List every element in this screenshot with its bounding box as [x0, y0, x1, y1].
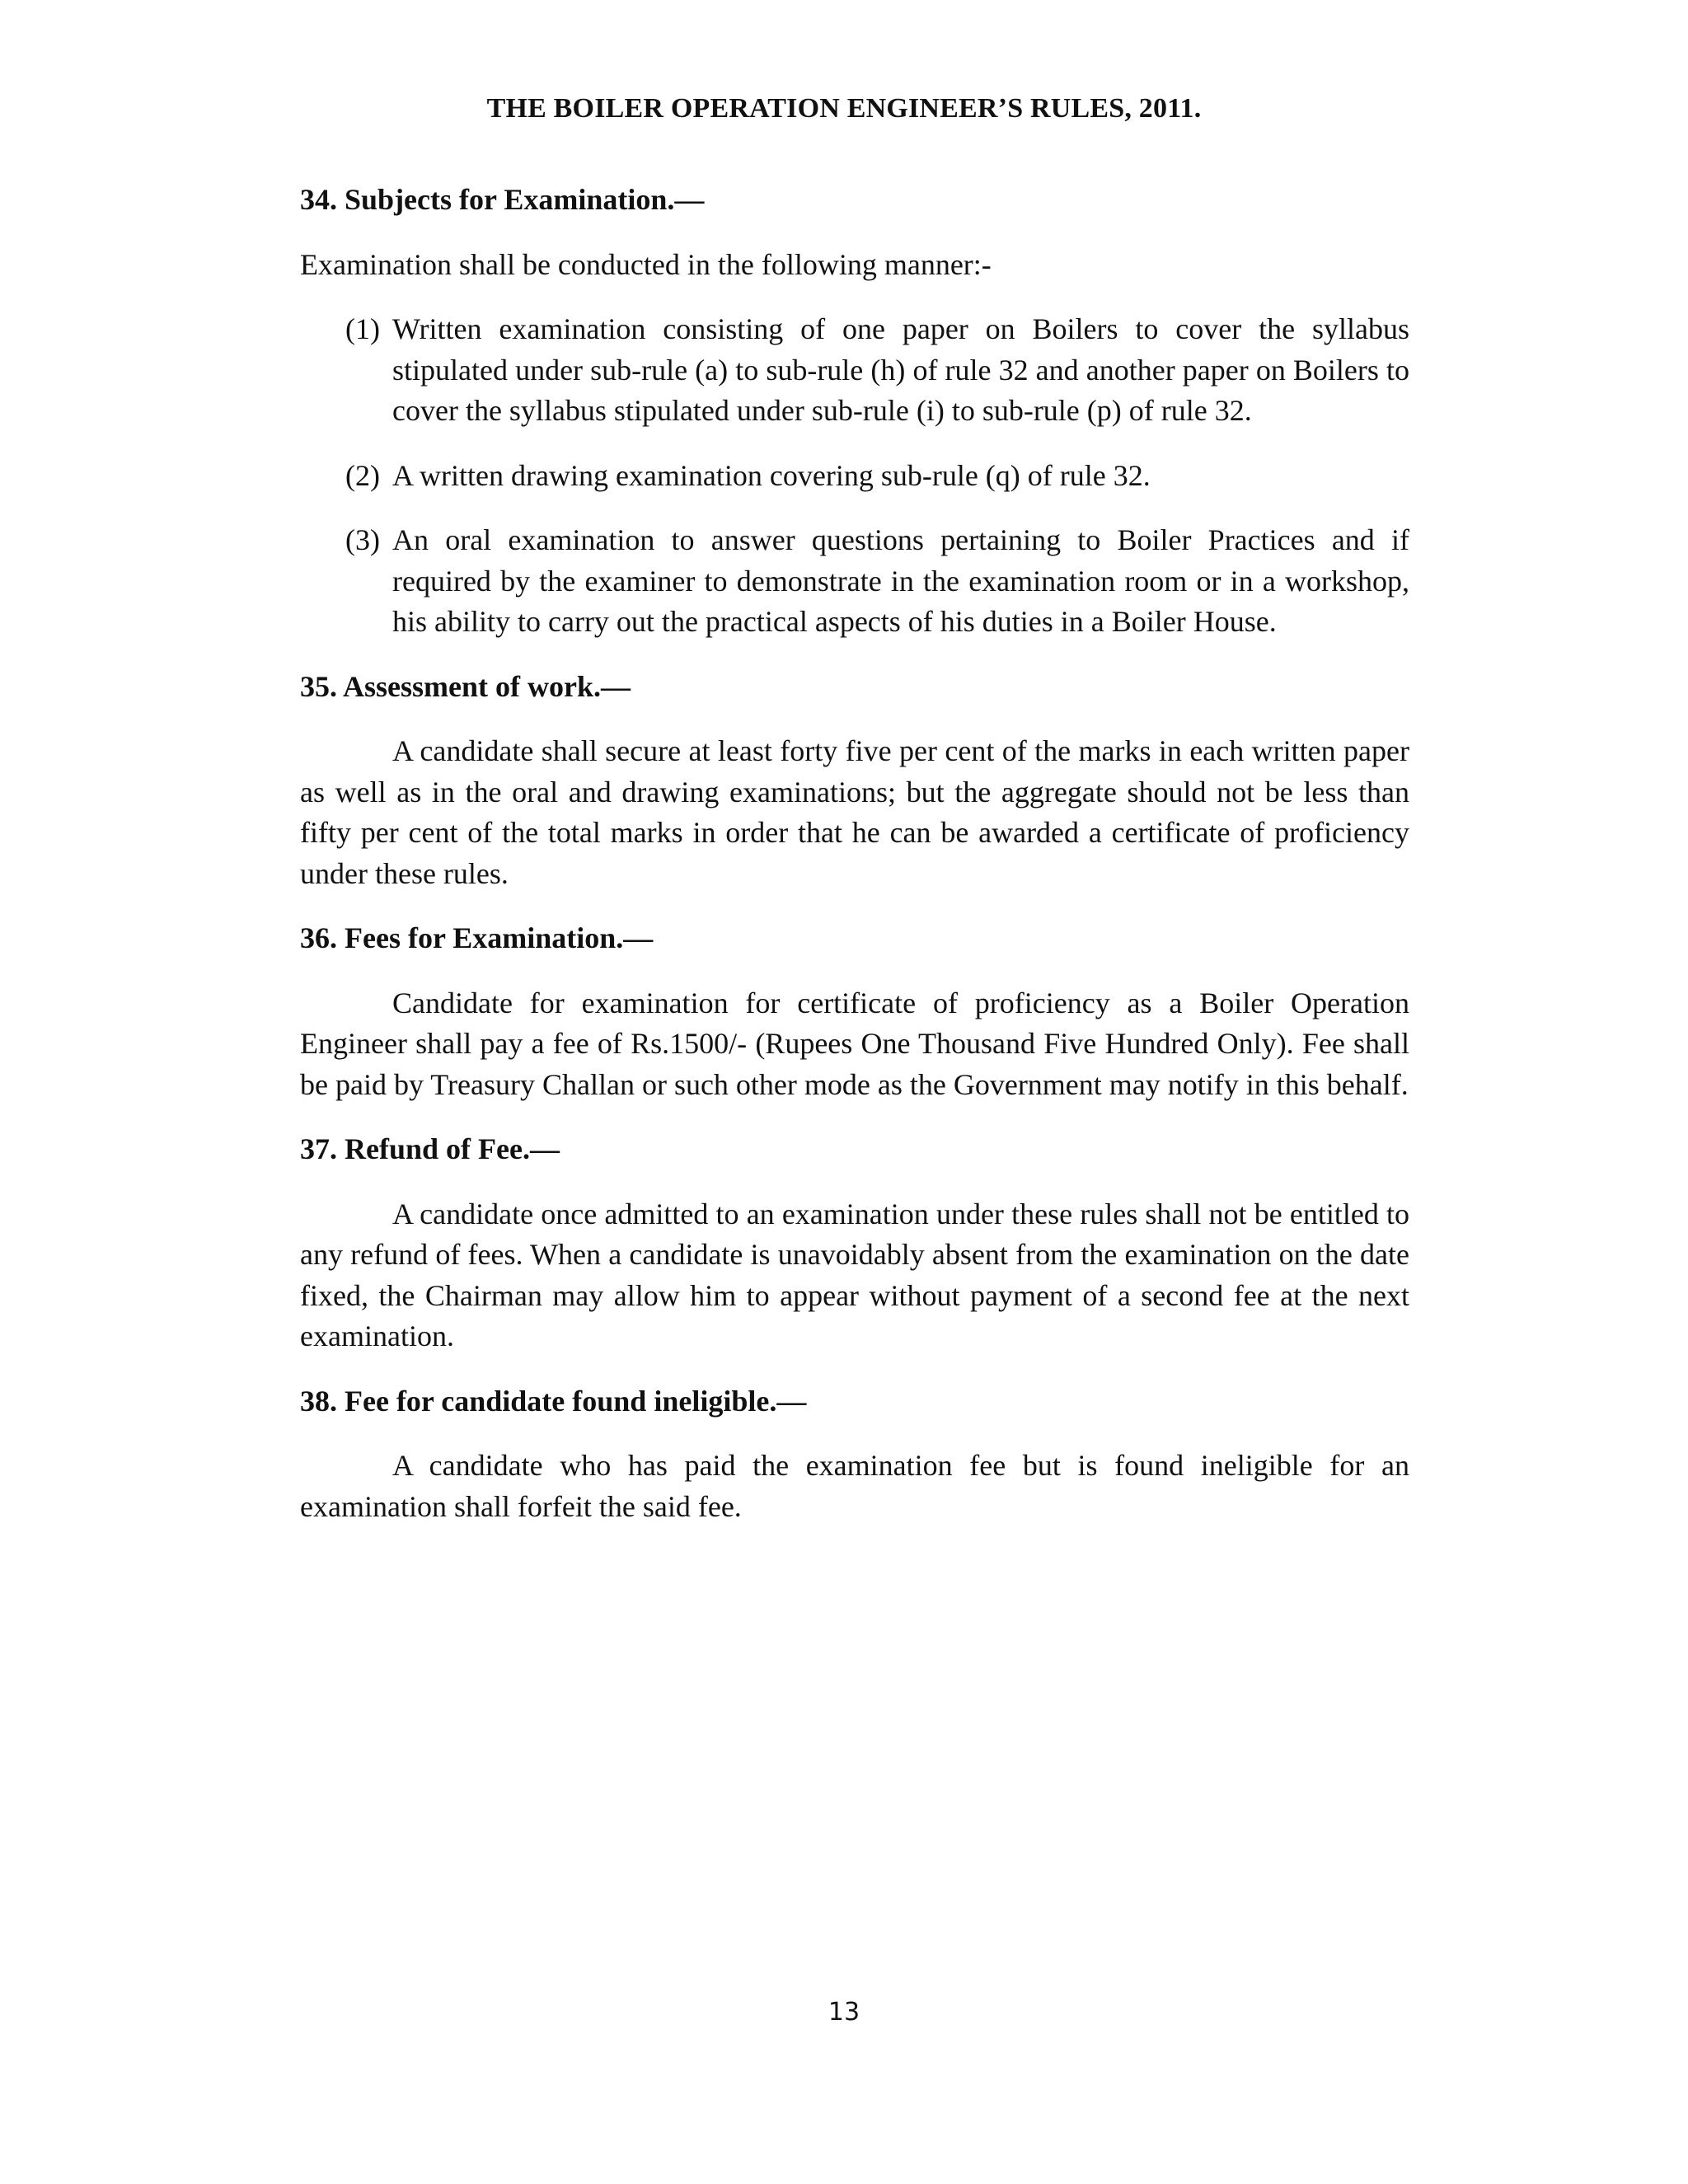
section-text-37: A candidate once admitted to an examination under these rules shall not be entitled to any refund of fees. When a candidate is unavoidably absent from the examination on the date fixed, the Chairman may allow him to appear without payment of a second fee at the next examination. [300, 1197, 1409, 1352]
section-heading-37: 37. Refund of Fee.— [300, 1132, 560, 1165]
list-item-text: A written drawing examination covering sub-rule (q) of rule 32. [392, 458, 1151, 492]
examination-list [300, 309, 1409, 643]
list-item-number: (2) [345, 458, 380, 492]
list-item-text: Written examination consisting of one paper on Boilers to cover the syllabus stipulated under sub-rule (a) to sub-rule (h) of rule 32 and another paper on Boilers to cover the syllabus stipulated under sub-rule (i) to sub-rule (p) of rule 32. [392, 312, 1409, 427]
section-heading-38: 38. Fee for candidate found ineligible.— [300, 1384, 807, 1418]
section-heading-36: 36. Fees for Examination.— [300, 921, 654, 954]
list-item-number: (3) [345, 523, 380, 556]
section-text-36: Candidate for examination for certificate of proficiency as a Boiler Operation Engineer shall pay a fee of Rs.1500/- (Rupees One Thousand Five Hundred Only). Fee shall be paid by Treasury Challan or such other mode as the Government may notify in this behalf. [300, 986, 1409, 1101]
list-item-number: (1) [345, 312, 380, 345]
page-number: 13 [828, 1998, 860, 2027]
section-heading-34: 34. Subjects for Examination.— [300, 183, 705, 216]
list-item-text: An oral examination to answer questions pertaining to Boiler Practices and if required by the examiner to demonstrate in the examination room or in a workshop, his ability to carry out the practical aspects of his duties in a Boiler House. [392, 523, 1409, 638]
list-item [300, 520, 1409, 643]
list-item [300, 456, 1409, 497]
section-text-35: A candidate shall secure at least forty five per cent of the marks in each written paper as well as in the oral and drawing examinations; but the aggregate should not be less than fifty per cent of the total marks in order that he can be awarded a certificate of proficiency under these rules. [300, 734, 1409, 890]
list-item [300, 309, 1409, 432]
section-text-38: A candidate who has paid the examination fee but is found ineligible for an examination shall forfeit the said fee. [300, 1449, 1409, 1523]
section-intro-34: Examination shall be conducted in the following manner:- [300, 247, 992, 281]
document-body [300, 180, 1409, 1551]
document-title: THE BOILER OPERATION ENGINEER’S RULES, 2011. [486, 93, 1202, 124]
section-heading-35: 35. Assessment of work.— [300, 669, 631, 703]
